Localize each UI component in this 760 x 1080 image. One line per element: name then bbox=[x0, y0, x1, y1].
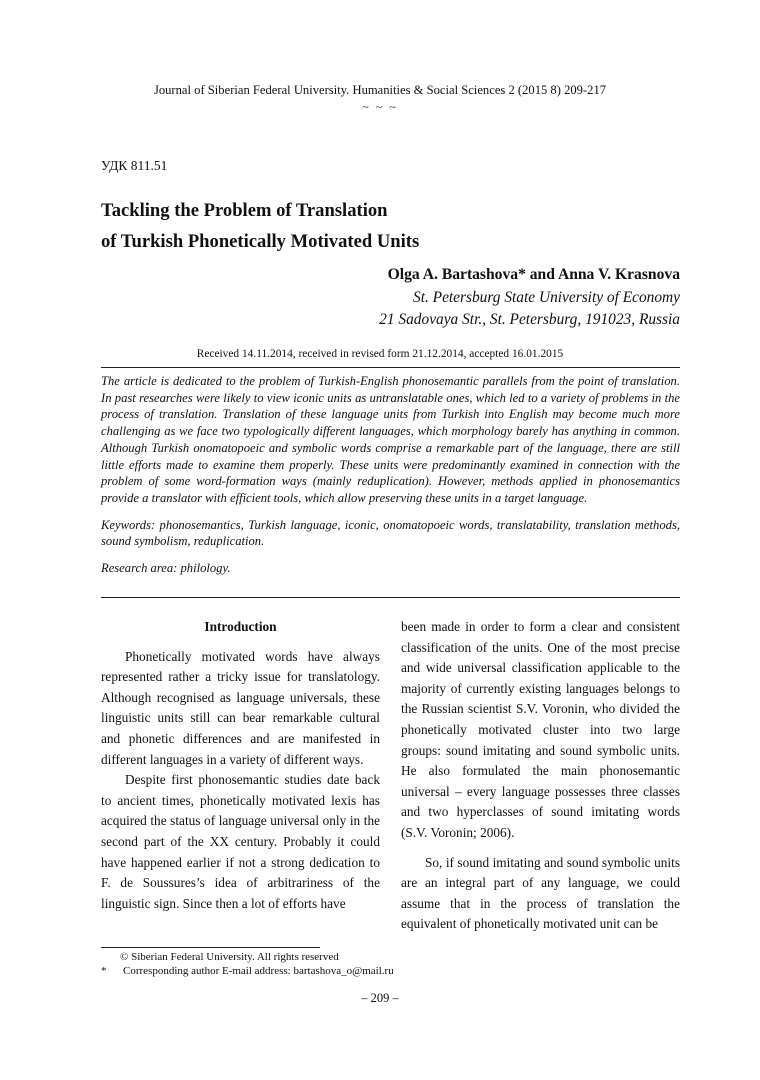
section-heading-introduction: Introduction bbox=[204, 619, 277, 634]
affiliation-line-2: 21 Sadovaya Str., St. Petersburg, 191023, Russia bbox=[379, 311, 680, 328]
research-area: Research area: philology. bbox=[101, 561, 231, 576]
footnote-corresponding-author: * Corresponding author E-mail address: bartashova_o@mail.ru bbox=[101, 965, 394, 977]
keywords: Keywords: phonosemantics, Turkish language, iconic, onomatopoeic words, translatability, translation methods, sound symbolism, reduplication. bbox=[101, 517, 680, 549]
abstract-block bbox=[101, 373, 680, 577]
udk-code: УДК 811.51 bbox=[101, 158, 168, 173]
affiliation-line-1: St. Petersburg State University of Economy bbox=[413, 289, 680, 306]
authors: Olga A. Bartashova* and Anna V. Krasnova bbox=[387, 266, 680, 283]
column-left bbox=[101, 617, 380, 914]
divider-top bbox=[101, 367, 680, 368]
abstract-text: The article is dedicated to the problem of Turkish-English phonosemantic parallels from the point of translation. In past researches were likely to view iconic units as untranslatable ones, which led to a variety of problems in the process of translation. Translation of these language units from Turkish into English may become much more challenging as we face two typologically different languages, which morphology barely has anything in common. Although Turkish onomatopoeic and symbolic words comprise a remarkable part of the language, there are still little efforts made to examine them properly. These units were predominantly examined in connection with the problem of some word-formation ways (mainly reduplication). However, methods applied in phonosemantics provide a translator with efficient tools, which allow preserving these units in a target language. bbox=[101, 374, 680, 505]
paragraph: Despite first phonosemantic studies date back to ancient times, phonetically motivated lexis has acquired the status of language universal only in the second part of the XX century. Probably it could have happened earlier if not a strong dedication to F. de Soussures’s idea of arbitrariness of the linguistic sign. Since then a lot of efforts have bbox=[101, 772, 380, 911]
title-line-1: Tackling the Problem of Translation bbox=[101, 200, 388, 221]
footnote-divider bbox=[101, 947, 320, 948]
paragraph: been made in order to form a clear and consistent classification of the units. One of the most precise and wide universal classification applicable to the majority of currently existing languages belongs to the Russian scientist S.V. Voronin, who divided the phonetically motivated cluster into two large groups: sound imitating and sound symbolic units. He also formulated the main phonosemantic universal – every language possesses three classes and two hyperclasses of sound imitating words (S.V. Voronin; 2006). bbox=[401, 619, 680, 840]
received-dates: Received 14.11.2014, received in revised form 21.12.2014, accepted 16.01.2015 bbox=[196, 348, 564, 360]
page-number: – 209 – bbox=[361, 991, 399, 1005]
column-right bbox=[401, 617, 680, 935]
title-line-2: of Turkish Phonetically Motivated Units bbox=[101, 231, 420, 252]
header-ornament: ~ ~ ~ bbox=[362, 100, 398, 114]
footnote-copyright: © Siberian Federal University. All rights reserved bbox=[120, 951, 339, 963]
article-title bbox=[101, 195, 419, 257]
divider-bottom bbox=[101, 597, 680, 598]
paragraph: So, if sound imitating and sound symbolic units are an integral part of any language, we could assume that in the process of translation the equivalent of phonetically motivated unit can be bbox=[401, 854, 680, 932]
journal-header: Journal of Siberian Federal University. Humanities & Social Sciences 2 (2015 8) 209-217 bbox=[153, 83, 607, 97]
paragraph: Phonetically motivated words have always represented rather a tricky issue for translatology. Although recognised as language universals, these linguistic units still can bear remarkable cultural and phonetic differences and are manifested in different languages in a variety of different ways. bbox=[101, 648, 380, 767]
